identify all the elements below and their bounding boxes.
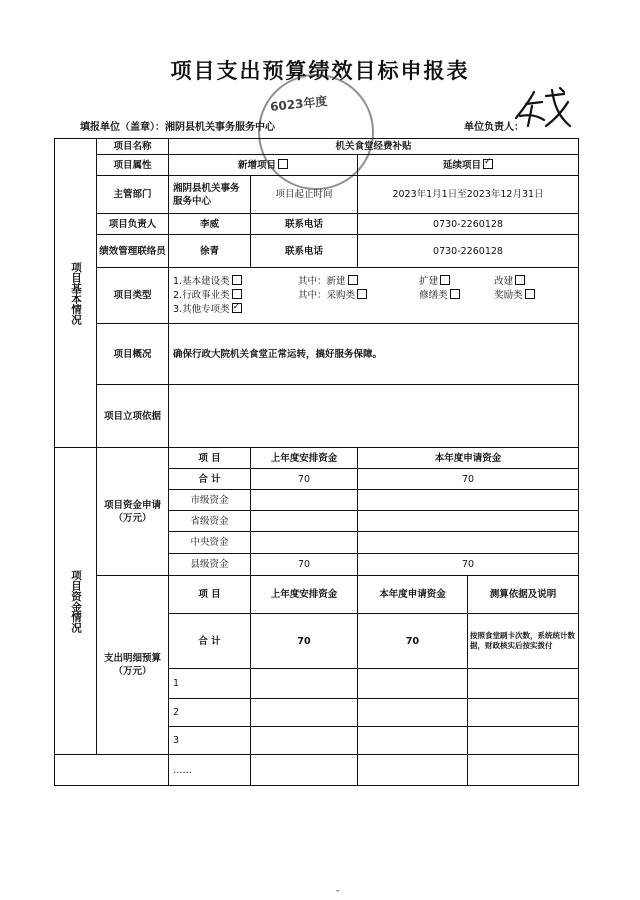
funds-apply-label: 项目资金申请（万元） [97,448,169,576]
attr-new-cell [169,155,358,176]
detail-item-this [358,755,468,786]
page-number: - [336,886,340,896]
period-value: 2023年1月1日至2023年12月31日 [358,176,579,214]
type-1-label: 1.基本建设类 [173,275,230,287]
detail-item-this [358,669,468,699]
attr-cont-cell [358,155,579,176]
detail-item-last [251,727,358,755]
type-2-b-checkbox[interactable] [525,289,535,299]
type-3-label: 3.其他专项类 [173,303,230,315]
funds-col-item: 项 目 [169,448,251,469]
type-2-b-label: 奖励类 [494,289,523,301]
dept-value: 湘阴县机关事务服务中心 [169,176,251,214]
funds-row-last [251,511,358,532]
overview-label: 项目概况 [97,324,169,385]
period-label: 项目起止时间 [251,176,358,214]
type-2-checkbox[interactable] [232,289,242,299]
detail-item: 1 [169,669,251,699]
unit-head-label: 单位负责人： [464,122,524,133]
name-value: 机关食堂经费补贴 [169,139,579,155]
detail-item-last [251,755,358,786]
type-2-purchase-checkbox[interactable] [357,289,367,299]
dept-label: 主管部门 [97,176,169,214]
detail-item-this [358,727,468,755]
basis-label: 项目立项依据 [97,385,169,448]
detail-item-note [468,727,579,755]
type-1-a-checkbox[interactable] [440,275,450,285]
detail-col-this: 本年度申请资金 [358,576,468,614]
funds-section-cell [55,448,97,755]
leader-phone: 0730-2260128 [358,214,579,235]
funds-col-this: 本年度申请资金 [358,448,579,469]
type-1-checkbox[interactable] [232,275,242,285]
filing-unit-line [80,118,275,133]
funds-row-label: 中央资金 [169,532,251,554]
detail-col-basis: 测算依据及说明 [468,576,579,614]
detail-blank [55,755,169,786]
attr-label: 项目属性 [97,155,169,176]
funds-row-this: 70 [358,469,579,490]
leader-label: 项目负责人 [97,214,169,235]
type-2-label: 2.行政事业类 [173,289,230,301]
basis-value [169,385,579,448]
handwritten-signature [512,86,576,132]
perf-label: 绩效管理联络员 [97,235,169,268]
detail-item-note [468,699,579,727]
detail-col-item: 项 目 [169,576,251,614]
funds-row-last [251,490,358,511]
type-1-b-label: 改建 [494,275,514,287]
attr-new-checkbox[interactable] [278,159,288,169]
funds-row-last [251,532,358,554]
overview-value: 确保行政大院机关食堂正常运转，搞好服务保障。 [169,324,579,385]
type-1-sub-label: 其中：新建 [298,275,346,287]
type-1-new-checkbox[interactable] [348,275,358,285]
detail-item-this [358,699,468,727]
type-2-a-label: 修缮类 [419,289,448,301]
detail-item-last [251,699,358,727]
funds-col-last: 上年度安排资金 [251,448,358,469]
type-3-checkbox[interactable] [232,303,242,313]
filing-unit-label: 填报单位（盖章）： [80,122,165,133]
info-section-cell [55,139,97,448]
funds-section-label: 项目资金情况 [70,569,82,633]
funds-row-this [358,490,579,511]
detail-col-last: 上年度安排资金 [251,576,358,614]
form-table [54,138,579,786]
detail-item: 3 [169,727,251,755]
type-2-sub-label: 其中：采购类 [298,289,356,301]
filing-unit-value: 湘阴县机关事务服务中心 [165,122,275,133]
detail-item-last [251,669,358,699]
type-2-a-checkbox[interactable] [450,289,460,299]
funds-row-this: 70 [358,554,579,576]
type-label: 项目类型 [97,268,169,324]
funds-row-label: 合 计 [169,469,251,490]
perf-name: 徐青 [169,235,251,268]
funds-row-label: 省级资金 [169,511,251,532]
funds-row-this [358,511,579,532]
funds-row-last: 70 [251,554,358,576]
leader-phone-label: 联系电话 [251,214,358,235]
funds-row-this [358,532,579,554]
perf-phone: 0730-2260128 [358,235,579,268]
detail-item-note [468,755,579,786]
detail-total-label: 合 计 [169,614,251,669]
name-label: 项目名称 [97,139,169,155]
attr-new-label: 新增项目 [237,159,276,171]
detail-total-this: 70 [358,614,468,669]
info-section-label: 项目基本情况 [70,261,82,325]
detail-item: 2 [169,699,251,727]
detail-item: …… [169,755,251,786]
type-options [169,268,579,324]
seal-text: 6023年度 [269,94,329,114]
perf-phone-label: 联系电话 [251,235,358,268]
leader-name: 李威 [169,214,251,235]
detail-item-note [468,669,579,699]
detail-label: 支出明细预算（万元） [97,576,169,755]
funds-row-label: 县级资金 [169,554,251,576]
attr-cont-checkbox[interactable] [483,159,493,169]
funds-row-last: 70 [251,469,358,490]
type-1-a-label: 扩建 [419,275,439,287]
detail-total-note: 按照食堂刷卡次数，系统统计数据，财政核实后按实拨付 [468,614,579,669]
type-1-b-checkbox[interactable] [515,275,525,285]
attr-cont-label: 延续项目 [442,159,481,171]
form-title: 项目支出预算绩效目标申报表 [170,58,470,83]
funds-row-label: 市级资金 [169,490,251,511]
detail-total-last: 70 [251,614,358,669]
